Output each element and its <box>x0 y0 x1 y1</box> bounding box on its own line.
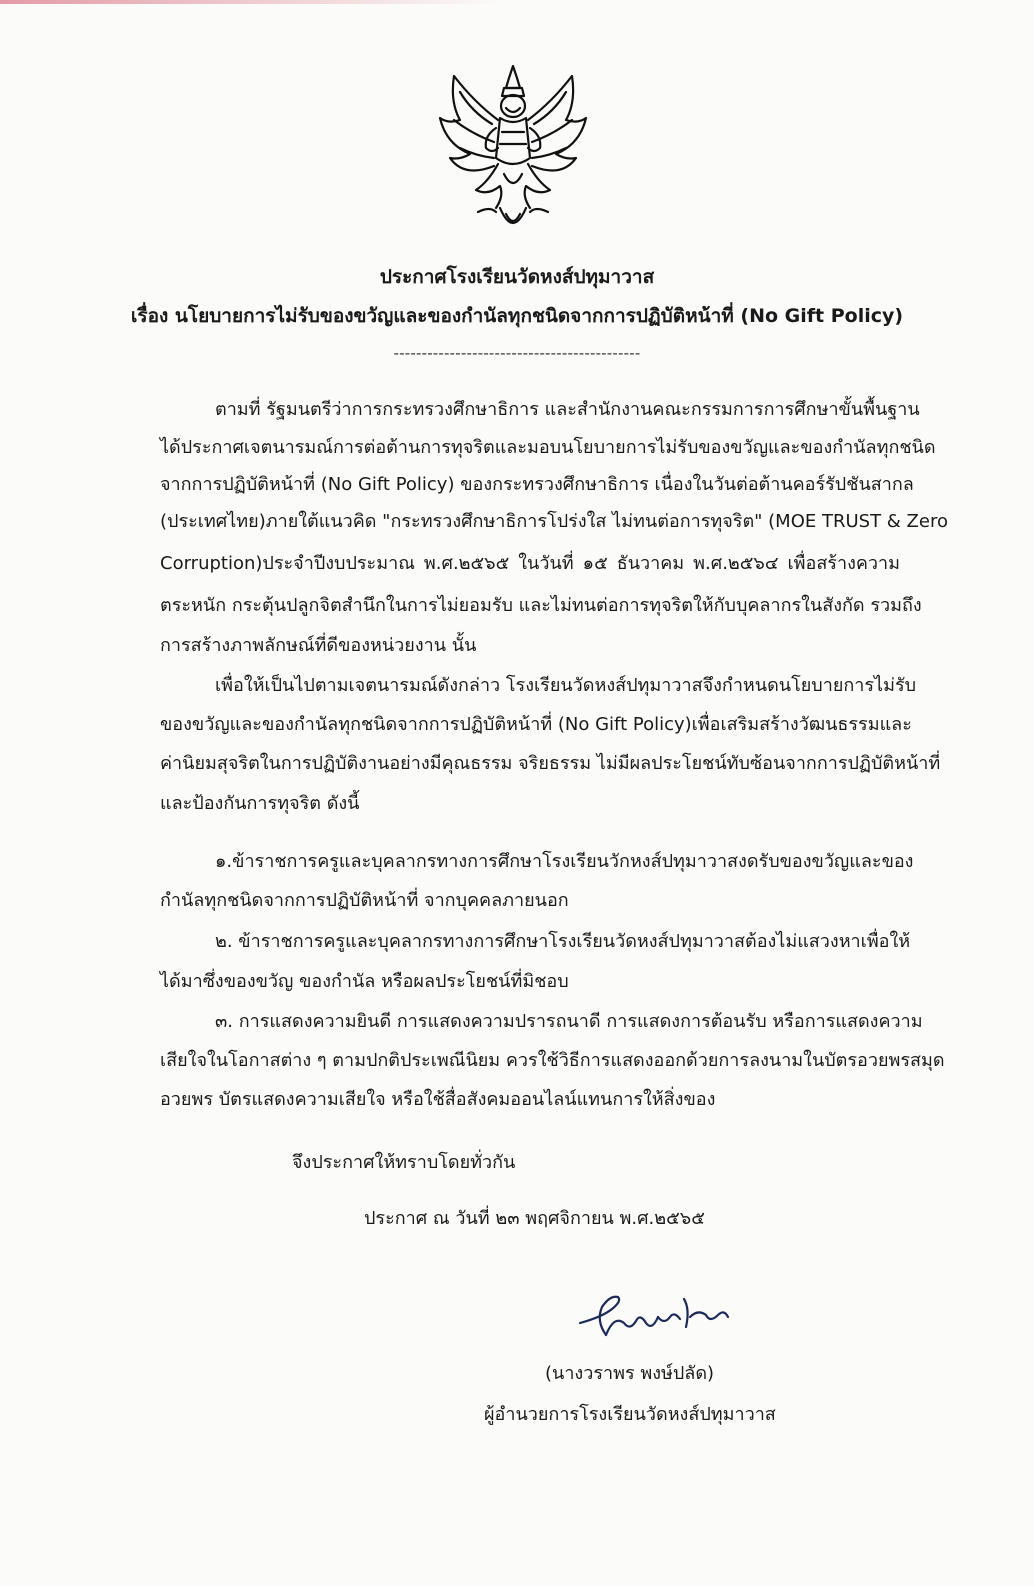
paragraph-1-line-7: การสร้างภาพลักษณ์ที่ดีของหน่วยงาน นั้น <box>160 635 477 656</box>
handwritten-signature <box>572 1287 742 1347</box>
item-3-line-1: ๓. การแสดงความยินดี การแสดงความปรารถนาดี การแสดงการต้อนรับ หรือการแสดงความ <box>215 1011 923 1032</box>
signatory-name: (นางวราพร พงษ์ปลัด) <box>545 1363 715 1384</box>
paragraph-1-line-2: ได้ประกาศเจตนารมณ์การต่อต้านการทุจริตและมอบนโยบายการไม่รับของขวัญและของกำนัลทุกชนิด <box>160 437 936 458</box>
item-1-line-2: กำนัลทุกชนิดจากการปฏิบัติหน้าที่ จากบุคคลภายนอก <box>160 890 569 911</box>
item-2-line-2: ได้มาซึ่งของขวัญ ของกำนัล หรือผลประโยชน์ที่มิชอบ <box>160 971 569 992</box>
paragraph-1-line-4: (ประเทศไทย)ภายใต้แนวคิด "กระทรวงศึกษาธิการโปร่งใส ไม่ทนต่อการทุจริต" (MOE TRUST & Zero <box>160 511 948 532</box>
signatory-position: ผู้อำนวยการโรงเรียนวัดหงส์ปทุมาวาส <box>484 1404 776 1425</box>
paragraph-1-line-5: Corruption)ประจำปีงบประมาณ พ.ศ.๒๕๖๕ ในวันที่ ๑๕ ธันวาคม พ.ศ.๒๕๖๔ เพื่อสร้างความ <box>160 553 900 574</box>
paragraph-1-line-6: ตระหนัก กระตุ้นปลูกจิตสำนึกในการไม่ยอมรับ และไม่ทนต่อการทุจริตให้กับบุคลากรในสังกัด รวมถึง <box>160 595 922 616</box>
item-1-line-1: ๑.ข้าราชการครูและบุคลากรทางการศึกษาโรงเรียนวักหงส์ปทุมาวาสงดรับของขวัญและของ <box>215 851 914 872</box>
item-3-line-3: อวยพร บัตรแสดงความเสียใจ หรือใช้สื่อสังคมออนไลน์แทนการให้สิ่งของ <box>160 1089 716 1110</box>
item-3-line-2: เสียใจในโอกาสต่าง ๆ ตามปกติประเพณีนิยม ควรใช้วิธีการแสดงออกด้วยการลงนามในบัตรอวยพรสมุด <box>160 1050 945 1071</box>
announcement-date: ประกาศ ณ วันที่ ๒๓ พฤศจิกายน พ.ศ.๒๕๖๕ <box>364 1208 705 1229</box>
garuda-emblem-icon <box>430 62 596 240</box>
paragraph-1-line-1: ตามที่ รัฐมนตรีว่าการกระทรวงศึกษาธิการ และสำนักงานคณะกรรมการการศึกษาขั้นพื้นฐาน <box>215 399 920 420</box>
paragraph-2-line-3: ค่านิยมสุจริตในการปฏิบัติงานอย่างมีคุณธรรม จริยธรรม ไม่มีผลประโยชน์ทับซ้อนจากการปฏิบัติหน้าที่ <box>160 753 941 774</box>
closing-line: จึงประกาศให้ทราบโดยทั่วกัน <box>292 1152 516 1173</box>
divider-rule: -------------------------------------------- <box>393 344 641 362</box>
paragraph-1-line-3: จากการปฏิบัติหน้าที่ (No Gift Policy) ของกระทรวงศึกษาธิการ เนื่องในวันต่อต้านคอร์รัปชันสากล <box>160 474 914 495</box>
paragraph-2-line-1: เพื่อให้เป็นไปตามเจตนารมณ์ดังกล่าว โรงเรียนวัดหงส์ปทุมาวาสจึงกำหนดนโยบายการไม่รับ <box>215 675 917 696</box>
document-title: ประกาศโรงเรียนวัดหงส์ปทุมาวาส <box>379 266 655 288</box>
paragraph-2-line-2: ของขวัญและของกำนัลทุกชนิดจากการปฏิบัติหน้าที่ (No Gift Policy)เพื่อเสริมสร้างวัฒนธรรมและ <box>160 714 912 735</box>
item-2-line-1: ๒. ข้าราชการครูและบุคลากรทางการศึกษาโรงเรียนวัดหงส์ปทุมาวาสต้องไม่แสวงหาเพื่อให้ <box>215 931 911 952</box>
paragraph-2-line-4: และป้องกันการทุจริต ดังนี้ <box>160 793 360 814</box>
document-subject: เรื่อง นโยบายการไม่รับของขวัญและของกำนัลทุกชนิดจากการปฏิบัติหน้าที่ (No Gift Policy) <box>130 305 904 327</box>
